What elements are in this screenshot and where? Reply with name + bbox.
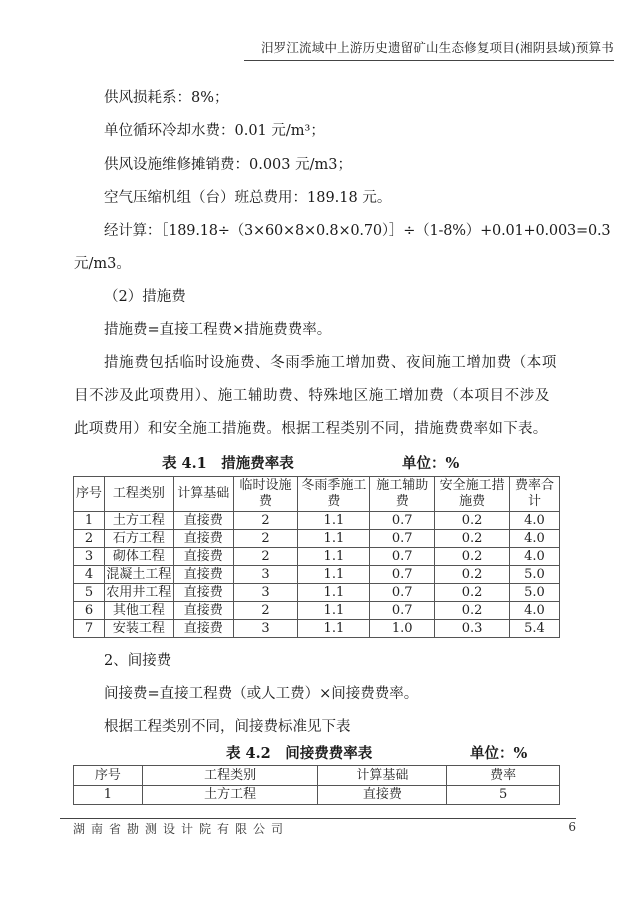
paragraph-line: 目不涉及此项费用）、施工辅助费、特殊地区施工增加费（本项目不涉及 <box>74 388 550 404</box>
table-cell: 0.7 <box>370 548 435 566</box>
paragraph-line: 供风损耗系：8%； <box>104 90 229 106</box>
table-cell: 1.1 <box>298 584 370 602</box>
footer-company: 湖南省勘测设计院有限公司 <box>73 822 290 836</box>
table-row <box>74 530 560 548</box>
paragraph-line: 间接费=直接工程费（或人工费）×间接费费率。 <box>104 686 419 702</box>
table-cell: 石方工程 <box>104 530 173 548</box>
table-cell: 2 <box>74 530 105 548</box>
paragraph-line: 单位循环冷却水费：0.01 元/m³； <box>104 123 325 139</box>
table2-caption: 表 4.2 间接费费率表 <box>226 745 373 762</box>
footer-divider <box>60 818 576 819</box>
paragraph-line: 元/m3。 <box>74 256 131 272</box>
paragraph-line: 空气压缩机组（台）班总费用：189.18 元。 <box>104 190 392 206</box>
section-heading: 2、间接费 <box>104 653 172 669</box>
table-cell: 直接费 <box>318 786 447 805</box>
table-cell: 0.2 <box>435 548 510 566</box>
table-cell: 混凝土工程 <box>106 566 172 582</box>
table-cell: 0.7 <box>370 584 435 602</box>
header-cell: 施工辅助费 <box>370 477 435 512</box>
running-header: 汨罗江流域中上游历史遗留矿山生态修复项目(湘阴县域)预算书 <box>244 38 614 61</box>
table-cell: 2 <box>233 548 298 566</box>
table-row <box>74 512 560 530</box>
table-row <box>74 566 560 584</box>
header-cell: 计算基础 <box>318 766 447 786</box>
table-cell: 1.1 <box>298 512 370 530</box>
table-cell: 砌体工程 <box>104 548 173 566</box>
table-cell: 1.1 <box>298 566 370 584</box>
paragraph-line: 措施费包括临时设施费、冬雨季施工增加费、夜间施工增加费（本项 <box>104 355 557 371</box>
table-cell: 直接费 <box>173 512 233 530</box>
header-cell: 冬雨季施工费 <box>298 477 370 512</box>
table-cell: 5 <box>74 584 105 602</box>
table-cell: 4.0 <box>510 548 560 566</box>
table-cell: 4.0 <box>510 602 560 620</box>
header-cell: 工程类别 <box>142 766 318 786</box>
table-cell: 1 <box>74 786 143 805</box>
table1-caption: 表 4.1 措施费率表 <box>162 455 294 472</box>
table-cell: 4.0 <box>510 512 560 530</box>
header-cell: 安全施工措施费 <box>435 477 510 512</box>
table-row <box>74 584 560 602</box>
table-cell: 直接费 <box>173 620 233 638</box>
table-cell: 2 <box>233 512 298 530</box>
table-row <box>74 620 560 638</box>
table-cell: 1.1 <box>298 548 370 566</box>
table-cell: 直接费 <box>173 584 233 602</box>
header-cell: 序号 <box>74 477 105 512</box>
table2-unit: 单位：% <box>470 745 528 762</box>
table-row <box>74 602 560 620</box>
page-number: 6 <box>568 820 576 834</box>
header-cell: 工程类别 <box>104 477 173 512</box>
table-cell: 0.3 <box>435 620 510 638</box>
table-row <box>74 548 560 566</box>
table-cell: 4.0 <box>510 530 560 548</box>
section-heading: （2）措施费 <box>104 289 186 305</box>
table-cell: 农用井工程 <box>106 584 172 600</box>
table-cell: 0.7 <box>370 602 435 620</box>
table-cell: 其他工程 <box>104 602 173 620</box>
table-cell: 1 <box>74 512 105 530</box>
table-cell: 土方工程 <box>104 512 173 530</box>
header-cell: 费率 <box>447 766 560 786</box>
table-cell: 1.1 <box>298 620 370 638</box>
table2-indirect-fee-rates <box>73 765 560 805</box>
header-cell: 临时设施费 <box>233 477 298 512</box>
table-cell: 0.2 <box>435 602 510 620</box>
table-row <box>74 786 560 805</box>
table-cell: 1.1 <box>298 530 370 548</box>
table-cell: 直接费 <box>173 602 233 620</box>
table-cell: 0.7 <box>370 530 435 548</box>
table-cell: 6 <box>74 602 105 620</box>
header-cell: 费率合计 <box>510 477 560 512</box>
header-cell: 序号 <box>74 766 143 786</box>
table-cell: 3 <box>233 620 298 638</box>
table1-measure-fee-rates <box>73 476 560 638</box>
table-cell: 0.7 <box>370 512 435 530</box>
table-cell: 5.4 <box>510 620 560 638</box>
table-cell: 安装工程 <box>104 620 173 638</box>
table-cell: 直接费 <box>173 530 233 548</box>
table-cell: 1.1 <box>298 602 370 620</box>
table-cell: 5 <box>447 786 560 805</box>
paragraph-line: 经计算：［189.18÷（3×60×8×0.8×0.70）］÷（1-8%）+0.01+0.003=0.3 <box>104 223 611 239</box>
table-cell: 3 <box>233 584 298 602</box>
table-cell: 2 <box>233 530 298 548</box>
table-cell: 0.2 <box>435 512 510 530</box>
table-cell: 2 <box>233 602 298 620</box>
paragraph-line: 此项费用）和安全施工措施费。根据工程类别不同，措施费费率如下表。 <box>74 421 548 437</box>
paragraph-line: 供风设施维修摊销费：0.003 元/m3； <box>104 157 352 173</box>
table-cell: 1.0 <box>370 620 435 638</box>
paragraph-line: 措施费=直接工程费×措施费费率。 <box>104 322 332 338</box>
table-cell: 直接费 <box>173 566 233 584</box>
table-cell: 5.0 <box>510 566 560 584</box>
table1-unit: 单位：% <box>402 455 460 472</box>
table-cell: 3 <box>233 566 298 584</box>
table-cell: 7 <box>74 620 105 638</box>
paragraph-line: 根据工程类别不同，间接费标准见下表 <box>104 719 351 735</box>
table-cell: 0.2 <box>435 584 510 602</box>
table-cell: 土方工程 <box>142 786 318 805</box>
table-cell: 5.0 <box>510 584 560 602</box>
table-cell: 直接费 <box>173 548 233 566</box>
table-cell: 4 <box>74 566 105 584</box>
table-cell: 0.2 <box>435 566 510 584</box>
table-cell: 0.2 <box>435 530 510 548</box>
header-cell: 计算基础 <box>173 477 233 512</box>
table-cell: 3 <box>74 548 105 566</box>
table-cell: 0.7 <box>370 566 435 584</box>
